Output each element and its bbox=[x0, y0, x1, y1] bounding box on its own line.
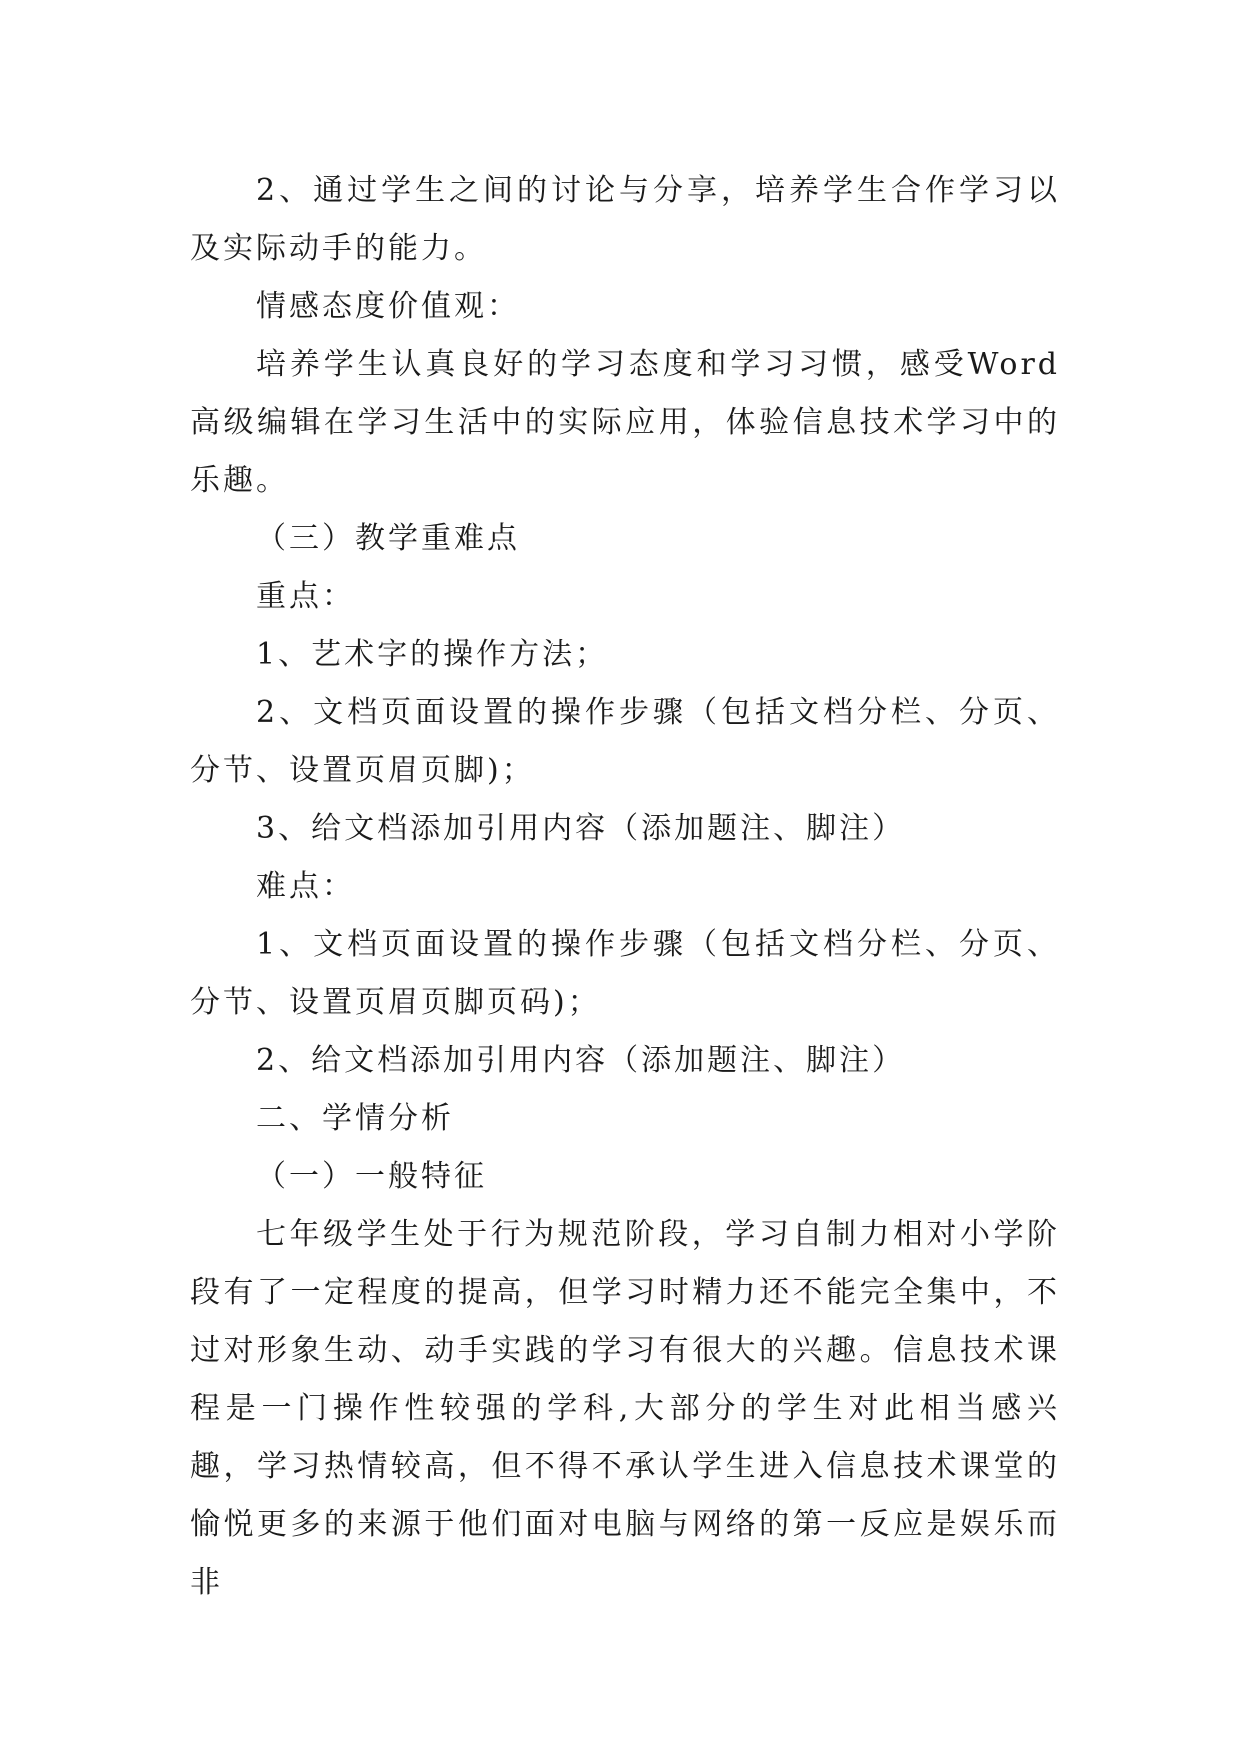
paragraph-emotion-goal: 培养学生认真良好的学习态度和学习习惯，感受Word高级编辑在学习生活中的实际应用，体验信息技术学习中的乐趣。 bbox=[190, 347, 1060, 498]
difficulty-item: 1、文档页面设置的操作步骤（包括文档分栏、分页、分节、设置页眉页脚页码)； bbox=[190, 927, 1060, 1020]
section-heading-key-points: （三）教学重难点 bbox=[256, 521, 520, 556]
key-point-item: 1、艺术字的操作方法； bbox=[256, 637, 609, 672]
paragraph-ability-goal: 2、通过学生之间的讨论与分享，培养学生合作学习以及实际动手的能力。 bbox=[190, 173, 1060, 266]
paragraph-emotion-heading: 情感态度价值观： bbox=[256, 289, 520, 324]
key-point-item: 3、给文档添加引用内容（添加题注、脚注） bbox=[256, 811, 906, 846]
key-point-item: 2、文档页面设置的操作步骤（包括文档分栏、分页、分节、设置页眉页脚)； bbox=[190, 695, 1060, 788]
paragraph-general-traits: 七年级学生处于行为规范阶段，学习自制力相对小学阶段有了一定程度的提高，但学习时精力还不能完全集中，不过对形象生动、动手实践的学习有很大的兴趣。信息技术课程是一门操作性较强的学科,大部分的学生对此相当感兴趣，学习热情较高，但不得不承认学生进入信息技术课堂的愉悦更多的来源于他们面对电脑与网络的第一反应是娱乐而非 bbox=[190, 1217, 1060, 1600]
difficulty-item: 2、给文档添加引用内容（添加题注、脚注） bbox=[256, 1043, 906, 1078]
document-body bbox=[190, 162, 1060, 1612]
paragraph-difficulty-label: 难点： bbox=[256, 869, 355, 904]
section-heading-learner-analysis: 二、学情分析 bbox=[256, 1101, 454, 1136]
section-heading-general-traits: （一）一般特征 bbox=[256, 1159, 487, 1194]
paragraph-key-label: 重点： bbox=[256, 579, 355, 614]
